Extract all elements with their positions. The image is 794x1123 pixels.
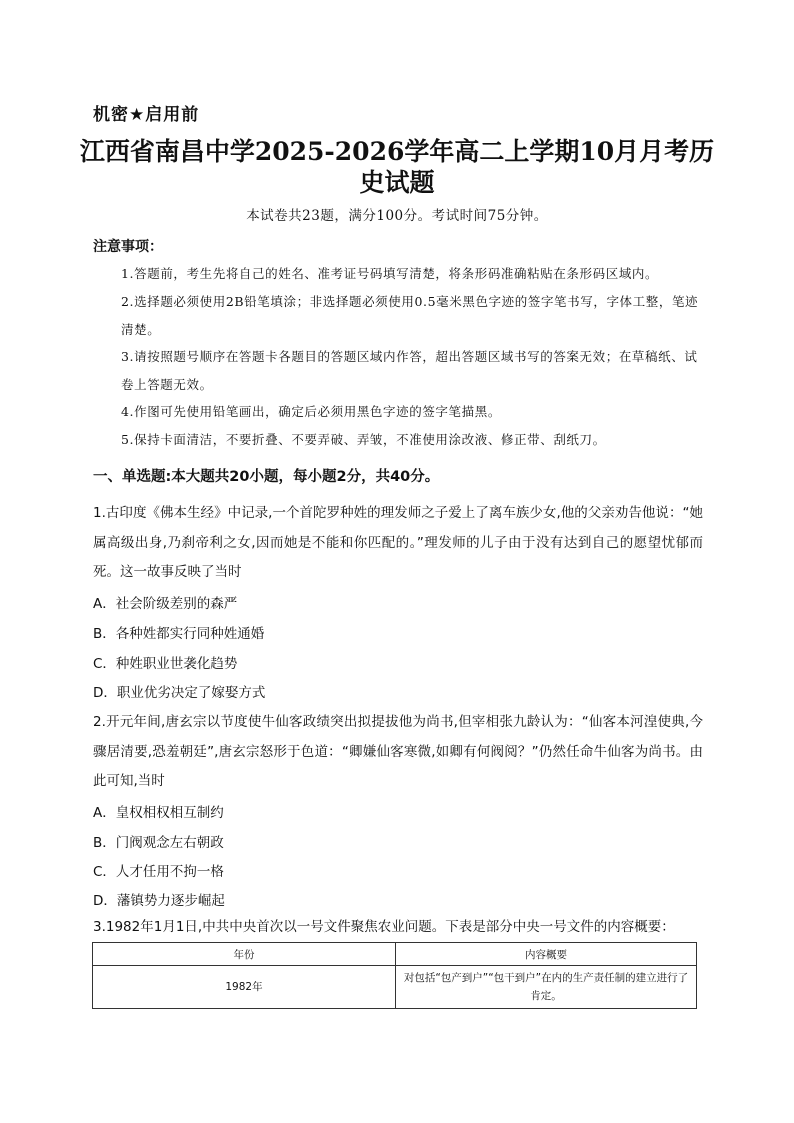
question-2-option-b: B．门阀观念左右朝政 (93, 835, 224, 851)
section-heading: 一、单选题:本大题共20小题，每小题2分，共40分。 (93, 469, 440, 485)
question-1-option-a: A．社会阶级差别的森严 (93, 596, 238, 612)
table-header-summary: 内容概要 (396, 943, 697, 966)
table-header-year: 年份 (93, 943, 396, 966)
confidential-label: 机密★启用前 (93, 105, 200, 125)
document-table (92, 942, 697, 1009)
question-2-option-d: D．藩镇势力逐步崛起 (93, 893, 225, 909)
question-1-option-c: C．种姓职业世袭化趋势 (93, 656, 238, 672)
notice-item-1: 1.答题前，考生先将自己的姓名、准考证号码填写清楚，将条形码准确粘贴在条形码区域内。 (121, 266, 659, 281)
question-1-stem: 1.古印度《佛本生经》中记录,一个首陀罗种姓的理发师之子爱上了离车族少女,他的父亲劝告他说：“她属高级出身,乃刹帝利之女,因而她是不能和你匹配的。”理发师的儿子由于没有达到自己的愿望忧郁而死。这一故事反映了当时 (93, 505, 703, 580)
question-2-option-c: C．人才任用不拘一格 (93, 864, 224, 880)
question-3-stem: 3.1982年1月1日,中共中央首次以一号文件聚焦农业问题。下表是部分中央一号文件的内容概要： (93, 919, 675, 935)
table-row (93, 966, 697, 1009)
table-cell-summary: 对包括“包产到户”“包干到户”在内的生产责任制的建立进行了肯定。 (396, 966, 697, 1009)
table-cell-year: 1982年 (93, 966, 396, 1009)
notice-item-2: 2.选择题必须使用2B铅笔填涂；非选择题必须使用0.5毫米黑色字迹的签字笔书写，字体工整，笔迹清楚。 (121, 294, 699, 337)
question-1-option-d: D．职业优劣决定了嫁娶方式 (93, 685, 266, 701)
question-2-option-a: A．皇权相权相互制约 (93, 805, 224, 821)
notice-heading: 注意事项： (93, 239, 163, 255)
exam-subtitle: 本试卷共23题，满分100分。考试时间75分钟。 (246, 208, 548, 224)
question-1-option-b: B．各种姓都实行同种姓通婚 (93, 626, 265, 642)
table-header-row (93, 943, 697, 966)
notice-item-4: 4.作图可先使用铅笔画出，确定后必须用黑色字迹的签字笔描黑。 (121, 404, 501, 419)
notice-item-3: 3.请按照题号顺序在答题卡各题目的答题区域内作答，超出答题区域书写的答案无效；在草稿纸、试卷上答题无效。 (121, 349, 698, 392)
exam-title-line2: 史试题 (359, 168, 435, 197)
question-2-stem: 2.开元年间,唐玄宗以节度使牛仙客政绩突出拟提拔他为尚书,但宰相张九龄认为：“仙客本河湟使典,今骤居清要,恐羞朝廷”,唐玄宗怒形于色道：“卿嫌仙客寒微,如卿有何阀阅？”仍然任命牛仙客为尚书。由此可知,当时 (93, 714, 703, 789)
notice-item-5: 5.保持卡面清洁，不要折叠、不要弄破、弄皱，不准使用涂改液、修正带、刮纸刀。 (121, 432, 606, 447)
exam-title-line1: 江西省南昌中学2025-2026学年高二上学期10月月考历 (79, 137, 715, 166)
